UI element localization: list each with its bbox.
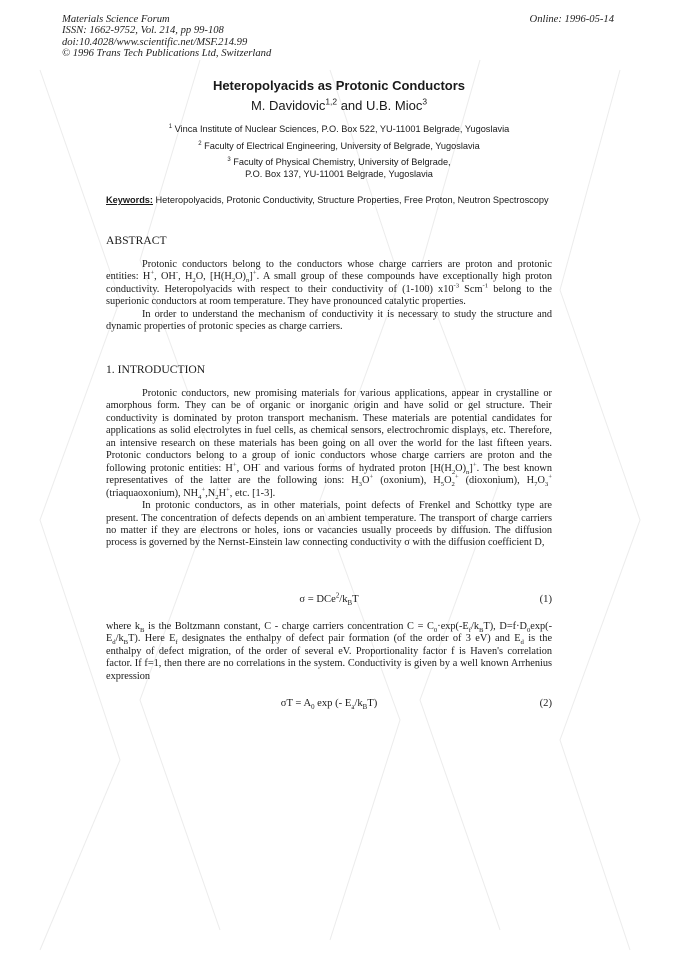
journal-name: Materials Science Forum xyxy=(62,14,170,25)
equation-2-formula: $\sigma T = A_0$ exp (- $E_a/k_BT$) xyxy=(280,698,378,712)
copyright: © 1996 Trans Tech Publications Ltd, Switzerland xyxy=(62,48,272,60)
intro-p3-text-b: is the Boltzmann constant, C - charge carriers concentration xyxy=(148,621,404,632)
intro-p1-text-b: and various forms of hydrated proton xyxy=(264,462,426,474)
intro-p3-text-d: designates the enthalpy of defect pair formation (of the order of 3 eV) and E xyxy=(181,633,521,645)
intro-p1-text-c: The best known representatives of the latter are the following ions: xyxy=(106,462,553,487)
doi[interactable]: doi:10.4028/www.scientific.net/MSF.214.99 xyxy=(62,36,248,48)
abstract-body xyxy=(106,259,552,334)
author-2: U.B. Mioc xyxy=(366,98,423,113)
abstract-p1-text-a: Protonic conductors belong to the conductors whose charge carriers are proton and protonic entities: H xyxy=(106,259,552,283)
abstract-paragraph-1: Protonic conductors belong to the conductors whose charge carriers are proton and protonic entities: H+, OH-, $H_2O$, $[H(H_2O)_n]^+$. A small group of these compounds have exceptionally high proton conductivity. Heteropolyacids with respect to their conductivity of (1-100) $x10^{-3}$ Scm$^{-1}$ belong to the superionic conductors at room temperature. They have pronounced catalytic properties. xyxy=(106,259,553,308)
affiliation-2-text: Faculty of Electrical Engineering, University of Belgrade, Yugoslavia xyxy=(204,141,480,151)
intro-p1-text-a: Protonic conductors, new promising materials for various applications, appear in crystalline or amorphous form. They can be of organic or inorganic origin and have solid or gel structure. Their conductivity is dominated by proton transport mechanism. These materials are potential candidates for applications as solid electrolytes in fuel cells, as chemical sensors, electrochromic displays, etc. Therefore, an intensive research on these materials has been going on all over the world for the last fifteen years. Protonic conductors belong to a group of ionic conductors whose charge carriers are proton and the following protonic entities: xyxy=(106,388,552,474)
intro-paragraph-3: where $k_B$ is the Boltzmann constant, C - charge carriers concentration $C = C_0\cdot\exp(-E_f/k_BT)$, $D=f\cdot D_0\exp(-E_d/k_BT)$. Here $E_f$ designates the enthalpy of defect pair formation (of the order of 3 eV) and $E_d$ is the enthalpy of defect migration, of the order of several eV. Proportionality factor f is Haven's correlation factor. If f=1, then there are no correlations in the system. Conductivity is given by a well known Arrhenius expression xyxy=(106,621,553,682)
intro-paragraph-1: Protonic conductors, new promising materials for various applications, appear in crystalline or amorphous form. They can be of organic or inorganic origin and have solid or gel structure. Their conductivity is dominated by proton transport mechanism. These materials are potential candidates for applications as solid electrolytes in fuel cells, as chemical sensors, electrochromic displays, etc. Therefore, an intensive research on these materials has been going on all over the world for the last fifteen years. Protonic conductors belong to a group of ionic conductors whose charge carriers are proton and the following protonic entities: H+, OH- and various forms of hydrated proton $[H(H_2O)_n]^+$. The best known representatives of the latter are the following ions: $H_3O^+$ (oxonium), $H_5O_2^+$ (dioxonium), $H_7O_3^+$ (triaquaoxonium), $NH_4^+,N_2H^+$, etc. [1-3]. xyxy=(106,388,553,501)
journal-metadata xyxy=(62,14,271,60)
intro-p1-text-d: (oxonium), xyxy=(380,475,427,487)
intro-paragraph-2: In protonic conductors, as in other materials, point defects of Frenkel and Schottky type are present. The concentration of defects depends on an ambient temperature. The transport of charge carriers no matter if they are electrons or holes, ions or vacancies usually proceeds by diffusion. The diffusion process is governed by the Nernst-Einstein law connecting conductivity σ with the diffusion coefficient D, xyxy=(106,500,552,549)
intro-p1-text-f: (triaquaoxonium), xyxy=(106,487,181,499)
affiliation-3-text: Faculty of Physical Chemistry, University of Belgrade, xyxy=(233,157,451,167)
author-line xyxy=(0,98,678,113)
abstract-p1-text-b: A small group of these compounds have exceptionally high proton conductivity. Heteropolyacids with respect to their conductivity of (1-100) x10 xyxy=(106,271,552,295)
equation-2-number: (2) xyxy=(539,698,552,709)
affiliation-1-text: Vinca Institute of Nuclear Sciences, P.O. Box 522, YU-11001 Belgrade, Yugoslavia xyxy=(174,124,510,134)
affiliation-1-sup: 1 xyxy=(168,123,173,130)
introduction-body-continued xyxy=(106,621,552,683)
affiliation-3 xyxy=(0,157,678,180)
abstract-heading: ABSTRACT xyxy=(106,234,167,247)
affiliation-2 xyxy=(0,141,678,153)
author-1: M. Davidovic xyxy=(250,98,326,113)
intro-p1-text-g: , etc. [1-3]. xyxy=(229,487,276,499)
keywords xyxy=(106,194,552,206)
intro-p3-text-e: is the enthalpy of defect migration, of the order of several eV. Proportionality factor f is Haven's correlation factor. If f=1, then there are no correlations in the system. Conductivity is given by a well known Arrhenius expression xyxy=(106,633,553,682)
intro-p3-text-a: where k xyxy=(106,621,140,632)
intro-p1-text-e: (dioxonium), xyxy=(465,475,520,487)
affiliation-1 xyxy=(0,124,678,136)
issn: ISSN: 1662-9752, Vol. 214, pp 99-108 xyxy=(62,25,224,37)
intro-p3-text-c: Here E xyxy=(144,633,176,645)
affiliation-3-address: P.O. Box 137, YU-11001 Belgrade, Yugoslavia xyxy=(245,168,433,179)
affiliation-3-sup: 3 xyxy=(227,156,231,163)
author-conjunction: and xyxy=(337,98,367,113)
abstract-paragraph-2: In order to understand the mechanism of conductivity it is necessary to study the structure and dynamic properties of protonic species as charge carriers. xyxy=(106,308,552,333)
keywords-label: Keywords: xyxy=(106,195,153,205)
equation-1-number: (1) xyxy=(539,594,552,605)
author-2-sup: 3 xyxy=(422,96,428,107)
introduction-heading: 1. INTRODUCTION xyxy=(106,363,206,376)
keywords-text: Heteropolyacids, Protonic Conductivity, Structure Properties, Free Proton, Neutron Spectroscopy xyxy=(155,195,549,205)
equation-1-formula: $\sigma = DCe^2/k_BT$ xyxy=(299,592,359,608)
affiliation-2-sup: 2 xyxy=(198,140,202,147)
paper-title: Heteropolyacids as Protonic Conductors xyxy=(212,78,466,93)
author-1-sup: 1,2 xyxy=(325,96,338,107)
online-date: Online: 1996-05-14 xyxy=(529,14,614,25)
introduction-body xyxy=(106,388,552,550)
abstract-p1-text-c: belong to the superionic conductors at room temperature. They have pronounced catalytic properties. xyxy=(106,283,553,308)
